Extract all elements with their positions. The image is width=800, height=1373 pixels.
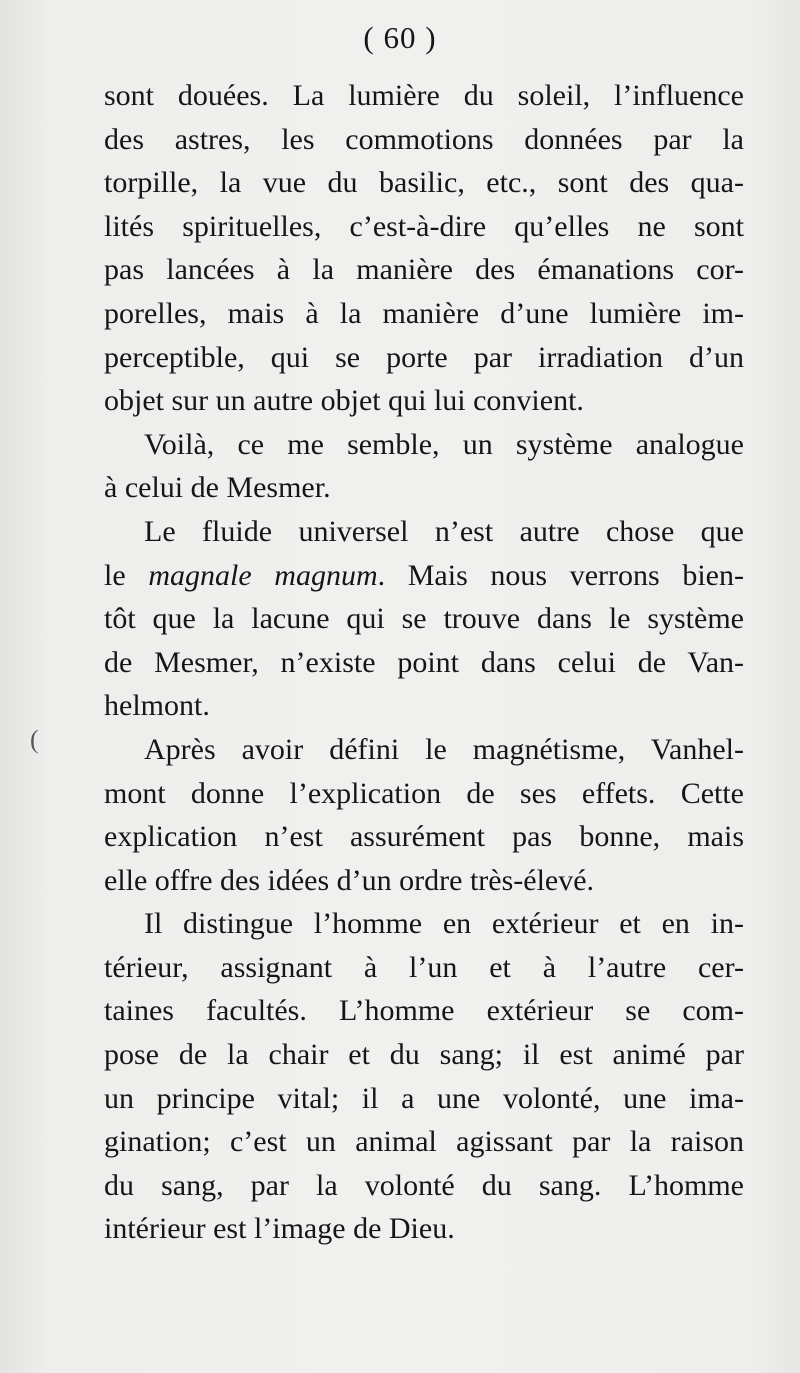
- text-line: taines facultés. L’homme extérieur se com-: [104, 994, 744, 1028]
- text-line: Il distingue l’homme en extérieur et en in-: [144, 907, 744, 941]
- text-line: objet sur un autre objet qui lui convient.: [104, 384, 584, 418]
- text-line: perceptible, qui se porte par irradiation d’un: [104, 340, 744, 374]
- text-line: intérieur est l’image de Dieu.: [104, 1212, 455, 1246]
- text-line: tôt que la lacune qui se trouve dans le système: [104, 602, 744, 636]
- text-line: torpille, la vue du basilic, etc., sont des qua-: [104, 166, 744, 200]
- text-line: Après avoir défini le magnétisme, Vanhel-: [144, 732, 744, 766]
- text-line: Voilà, ce me semble, un système analogue: [144, 427, 744, 461]
- text-line: lités spirituelles, c’est-à-dire qu’elles ne sont: [104, 209, 744, 243]
- body-text: [104, 74, 744, 1251]
- text-line: sont douées. La lumière du soleil, l’influence: [104, 79, 744, 112]
- text-line: du sang, par la volonté du sang. L’homme: [104, 1168, 744, 1202]
- text-line: pas lancées à la manière des émanations cor-: [104, 253, 744, 287]
- italic-term: magnale magnum: [148, 558, 378, 592]
- text-line: pose de la chair et du sang; il est animé par: [104, 1038, 744, 1072]
- text-line: [104, 554, 744, 598]
- text-line: mont donne l’explication de ses effets. Cette: [104, 776, 744, 810]
- text-line: porelles, mais à la manière d’une lumière im-: [104, 296, 744, 330]
- text-line: térieur, assignant à l’un et à l’autre cer-: [104, 950, 744, 984]
- text-line: gination; c’est un animal agissant par la raison: [104, 1125, 744, 1159]
- text-line: des astres, les commotions données par la: [104, 122, 744, 156]
- text-line: un principe vital; il a une volonté, une ima-: [104, 1081, 744, 1115]
- text-line: explication n’est assurément pas bonne, mais: [104, 820, 744, 854]
- text-fragment: . Mais nous verrons bien-: [377, 558, 744, 592]
- text-line: helmont.: [104, 689, 210, 723]
- page-number: ( 60 ): [363, 20, 437, 55]
- margin-mark: (: [30, 725, 39, 754]
- text-fragment: le: [104, 558, 149, 592]
- text-line: de Mesmer, n’existe point dans celui de Van-: [104, 645, 744, 679]
- text-line: elle offre des idées d’un ordre très-élevé.: [104, 863, 595, 897]
- text-line: Le fluide universel n’est autre chose que: [144, 514, 744, 548]
- text-line: à celui de Mesmer.: [104, 471, 331, 505]
